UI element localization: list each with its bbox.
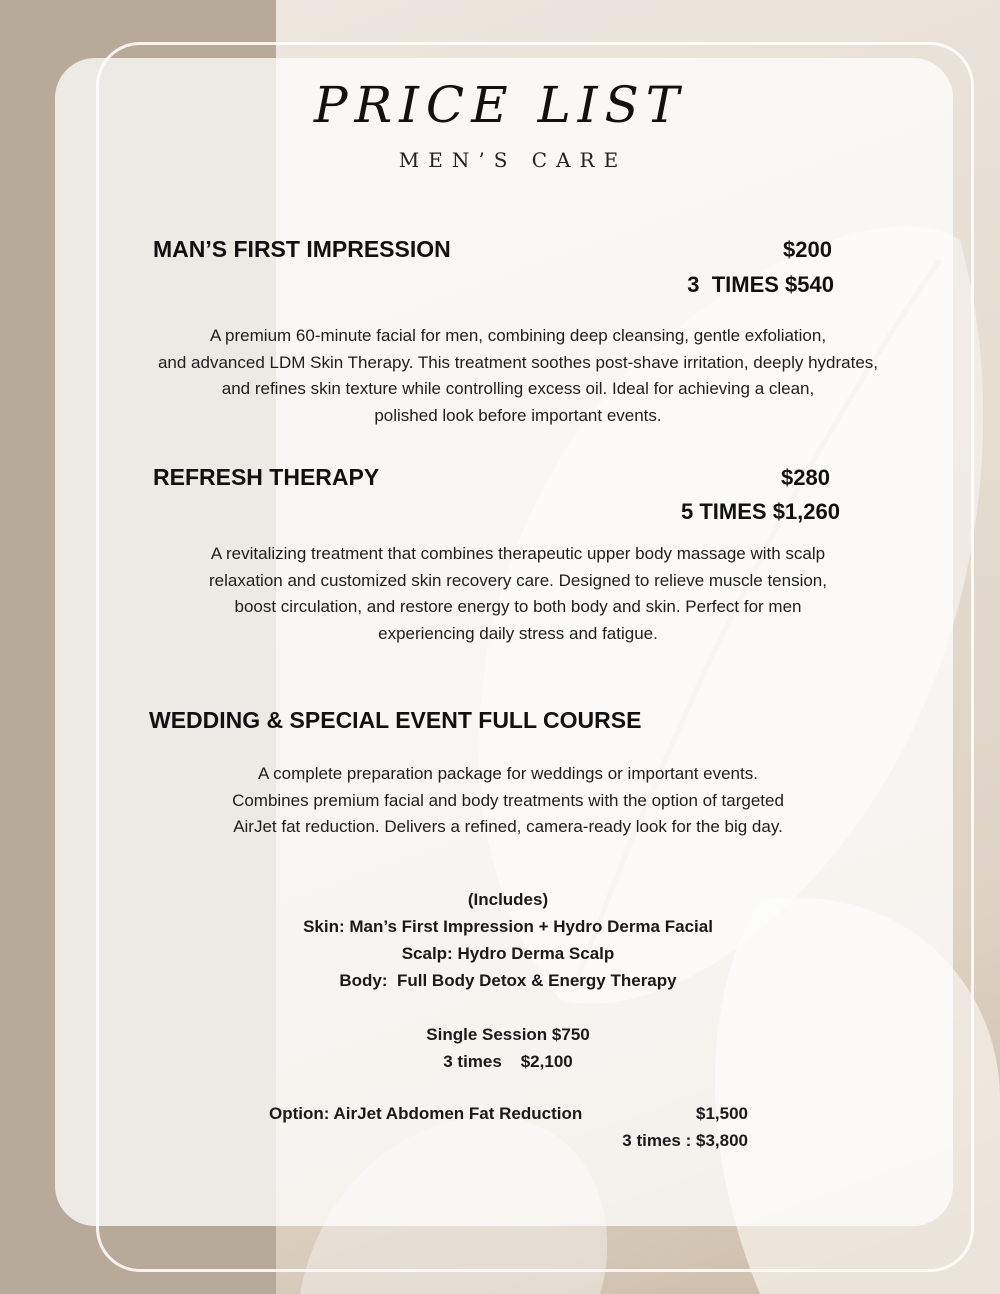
option-price: $1,500 (696, 1104, 748, 1123)
description-line: relaxation and customized skin recovery care. Designed to relieve muscle tension, (209, 570, 827, 590)
service-name-first-impression: MAN’S FIRST IMPRESSION (153, 236, 451, 262)
description-line: Combines premium facial and body treatments with the option of targeted (232, 790, 784, 810)
description-line: A premium 60-minute facial for men, combining deep cleansing, gentle exfoliation, (209, 326, 827, 345)
option-package-price: 3 times : $3,800 (622, 1131, 748, 1150)
description-line: and refines skin texture while controlling excess oil. Ideal for achieving a clean, (221, 379, 815, 398)
includes-list (200, 886, 816, 994)
wedding-course-pricing (200, 1021, 816, 1075)
description-line: and advanced LDM Skin Therapy. This treatment soothes post-shave irritation, deeply hydrates, (157, 352, 879, 372)
description-line: A complete preparation package for weddings or important events. (258, 764, 758, 783)
option-label: Option: AirJet Abdomen Fat Reduction (269, 1104, 583, 1123)
page-title: PRICE LIST (313, 76, 687, 134)
service-description-wedding-course (90, 761, 926, 841)
includes-heading: (Includes) (467, 890, 549, 909)
service-name-wedding-course: WEDDING & SPECIAL EVENT FULL COURSE (149, 707, 642, 733)
single-session-price: Single Session $750 (426, 1025, 590, 1044)
page-subtitle: MEN’S CARE (398, 148, 628, 172)
three-times-price: 3 times $2,100 (443, 1052, 573, 1071)
service-package-refresh-therapy: 5 TIMES $1,260 (681, 499, 840, 524)
description-line: boost circulation, and restore energy to both body and skin. Perfect for men (234, 597, 802, 616)
includes-item-skin: Skin: Man’s First Impression + Hydro Derma Facial (303, 917, 713, 936)
service-name-refresh-therapy: REFRESH THERAPY (153, 464, 380, 490)
service-description-first-impression (100, 323, 936, 429)
service-description-refresh-therapy (100, 541, 936, 647)
includes-item-body: Body: Full Body Detox & Energy Therapy (339, 971, 677, 990)
description-line: experiencing daily stress and fatigue. (378, 623, 658, 643)
description-line: A revitalizing treatment that combines therapeutic upper body massage with scalp (210, 544, 826, 563)
service-price-refresh-therapy: $280 (781, 465, 830, 490)
includes-item-scalp: Scalp: Hydro Derma Scalp (401, 944, 615, 963)
service-price-first-impression: $200 (783, 237, 832, 262)
description-line: polished look before important events. (374, 405, 662, 425)
description-line: AirJet fat reduction. Delivers a refined, camera-ready look for the big day. (233, 817, 783, 836)
service-package-first-impression: 3 TIMES $540 (687, 272, 834, 297)
